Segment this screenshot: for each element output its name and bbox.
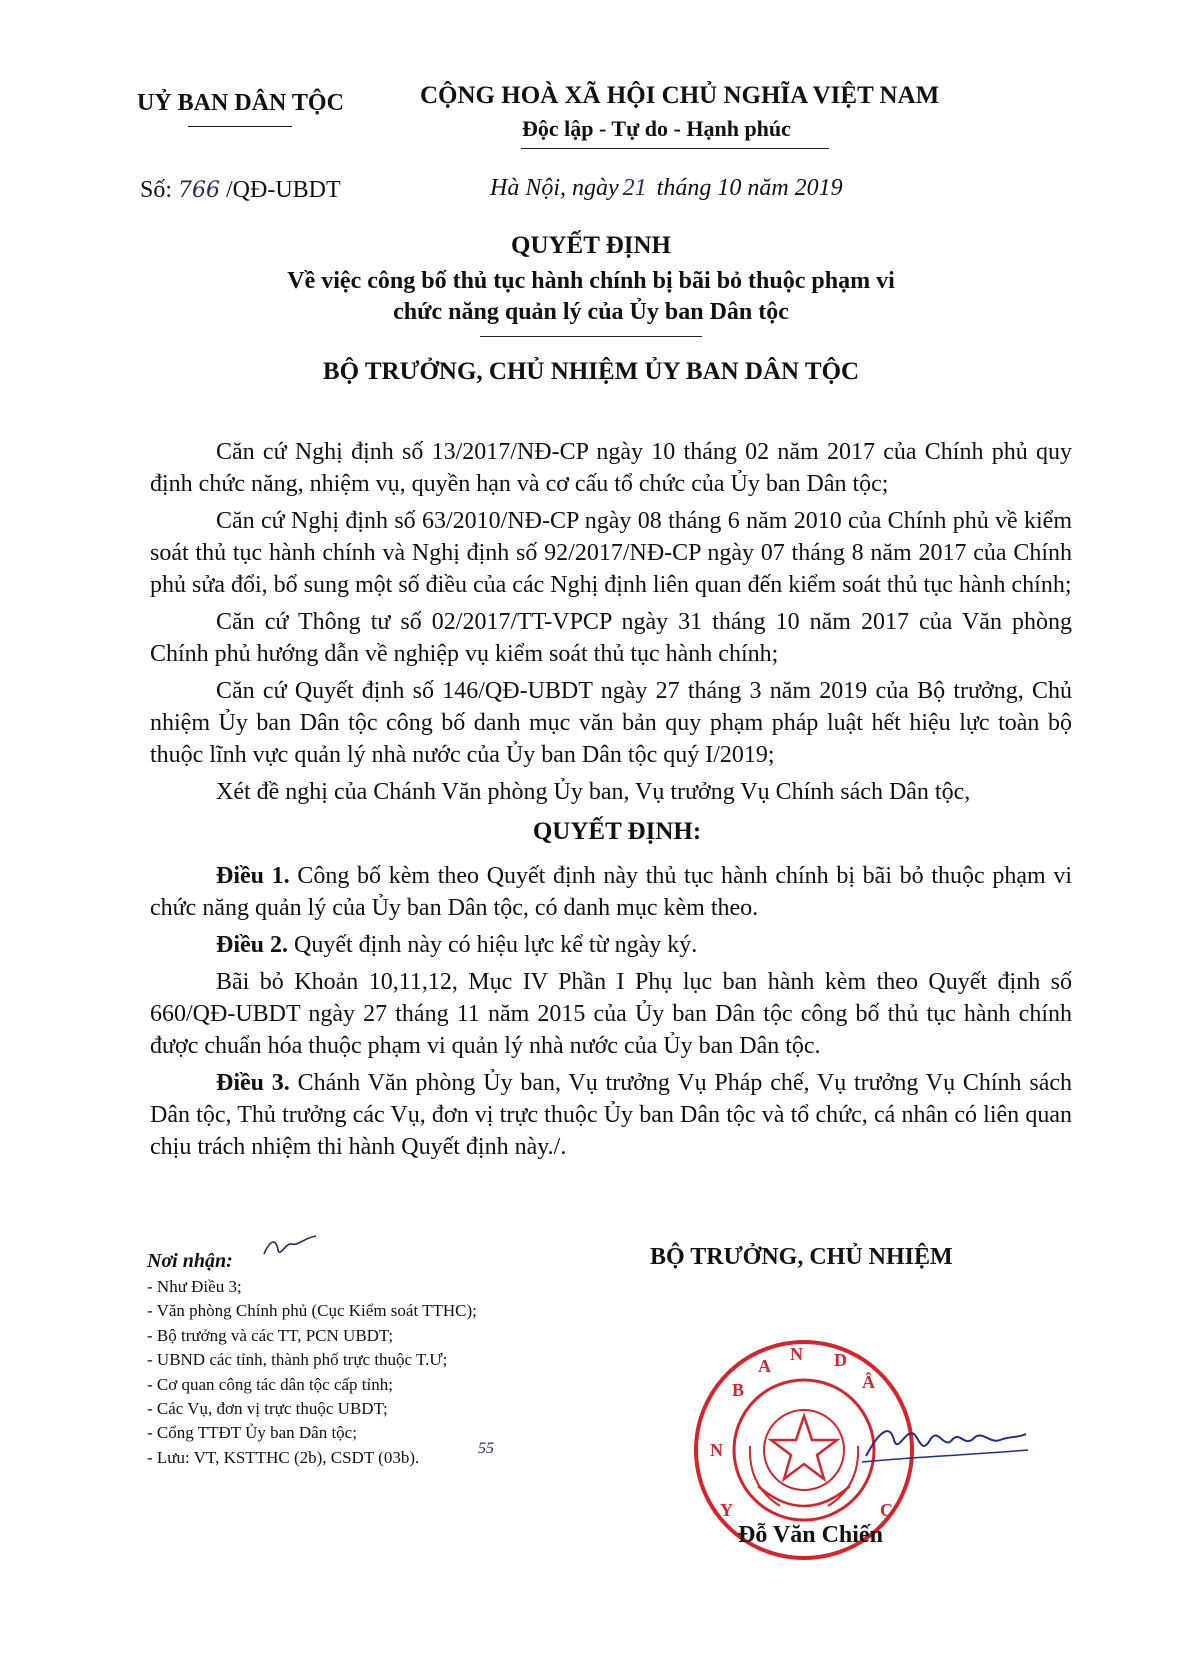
article-2	[150, 929, 1072, 961]
article-2-paragraph-2: Bãi bỏ Khoản 10,11,12, Mục IV Phần I Phụ lục ban hành kèm theo Quyết định số 660/QĐ-UBDT ngày 27 tháng 11 năm 2015 của Ủy ban Dân tộc công bố thủ tục hành chính được chuẩn hóa thuộc phạm vi quản lý nhà nước của Ủy ban Dân tộc.	[150, 969, 1072, 1059]
nation-name: CỘNG HOÀ XÃ HỘI CHỦ NGHĨA VIỆT NAM	[420, 82, 940, 109]
handwritten-note: 55	[478, 1440, 494, 1457]
initials-scribble	[260, 1232, 320, 1262]
article-1-label: Điều 1.	[216, 863, 290, 889]
recipient-item: - Bộ trưởng và các TT, PCN UBDT;	[147, 1325, 394, 1345]
document-number	[140, 177, 341, 204]
article-3	[150, 1067, 1072, 1163]
national-motto: Độc lập - Tự do - Hạnh phúc	[522, 116, 791, 141]
recipient-item: - Cơ quan công tác dân tộc cấp tỉnh;	[147, 1374, 393, 1394]
article-3-text: Chánh Văn phòng Ủy ban, Vụ trưởng Vụ Pháp chế, Vụ trưởng Vụ Chính sách Dân tộc, Thủ trưởng các Vụ, đơn vị trực thuộc Ủy ban Dân tộc và tổ chức, cá nhân có liên quan chịu trách nhiệm thi hành Quyết định này./.	[150, 1070, 1073, 1160]
agency-name: UỶ BAN DÂN TỘC	[137, 90, 344, 116]
preamble-paragraph-2: Căn cứ Nghị định số 63/2010/NĐ-CP ngày 08 tháng 6 năm 2010 của Chính phủ về kiểm soát thủ tục hành chính và Nghị định số 92/2017/NĐ-CP ngày 07 tháng 8 năm 2017 của Chính phủ sửa đổi, bổ sung một số điều của các Nghị định liên quan đến kiểm soát thủ tục hành chính;	[150, 508, 1072, 598]
document-subject-line-2: chức năng quản lý của Ủy ban Dân tộc	[393, 299, 789, 325]
decision-heading: QUYẾT ĐỊNH:	[532, 818, 702, 845]
preamble-paragraph-4: Căn cứ Quyết định số 146/QĐ-UBDT ngày 27 tháng 3 năm 2019 của Bộ trưởng, Chủ nhiệm Ủy ban Dân tộc công bố danh mục văn bản quy phạm pháp luật hết hiệu lực toàn bộ thuộc lĩnh vực quản lý nhà nước của Ủy ban Dân tộc quý I/2019;	[150, 678, 1072, 768]
document-title: QUYẾT ĐỊNH	[511, 232, 671, 259]
date-day-handwritten: 21	[622, 175, 647, 201]
article-2-label: Điều 2.	[216, 932, 288, 958]
doc-number-handwritten: 766	[178, 178, 221, 203]
issue-date	[490, 175, 843, 202]
recipient-item: - Lưu: VT, KSTTHC (2b), CSDT (03b).	[147, 1447, 420, 1467]
svg-text:C: C	[880, 1500, 893, 1520]
document-body	[150, 436, 1072, 1163]
date-suffix: tháng 10 năm 2019	[656, 175, 843, 201]
svg-text:A: A	[758, 1356, 771, 1376]
agency-underline	[188, 126, 292, 127]
doc-number-suffix: /QĐ-UBDT	[226, 177, 341, 203]
issuing-authority: BỘ TRƯỞNG, CHỦ NHIỆM ỦY BAN DÂN TỘC	[322, 358, 860, 385]
date-prefix: Hà Nội, ngày	[490, 175, 619, 201]
recipient-item: - Cổng TTĐT Ủy ban Dân tộc;	[147, 1423, 357, 1443]
recipients-block	[147, 1250, 477, 1470]
article-2-text: Quyết định này có hiệu lực kể từ ngày ký.	[288, 932, 698, 958]
article-1	[150, 860, 1072, 924]
subject-underline	[480, 336, 702, 337]
svg-text:Â: Â	[862, 1372, 875, 1392]
svg-text:D: D	[834, 1350, 847, 1370]
doc-number-label: Số:	[140, 177, 173, 203]
recipients-title: Nơi nhận:	[147, 1250, 233, 1272]
svg-text:Y: Y	[720, 1500, 733, 1520]
document-subject-line-1: Về việc công bố thủ tục hành chính bị bãi bỏ thuộc phạm vi	[287, 268, 895, 294]
preamble-paragraph-5: Xét đề nghị của Chánh Văn phòng Ủy ban, Vụ trưởng Vụ Chính sách Dân tộc,	[216, 779, 971, 805]
svg-text:N: N	[710, 1440, 723, 1460]
article-3-label: Điều 3.	[216, 1070, 290, 1096]
recipient-item: - Các Vụ, đơn vị trực thuộc UBDT;	[147, 1399, 388, 1419]
recipients-list	[147, 1275, 477, 1470]
svg-text:N: N	[790, 1344, 803, 1364]
svg-text:B: B	[732, 1380, 745, 1400]
motto-underline	[521, 148, 829, 149]
signatory-name: Đỗ Văn Chiến	[738, 1522, 883, 1548]
recipient-item: - Như Điều 3;	[147, 1277, 242, 1296]
recipient-item: - Văn phòng Chính phủ (Cục Kiểm soát TTHC);	[147, 1301, 477, 1321]
article-1-text: Công bố kèm theo Quyết định này thủ tục hành chính bị bãi bỏ thuộc phạm vi chức năng quản lý của Ủy ban Dân tộc, có danh mục kèm theo.	[150, 863, 1073, 921]
recipient-item: - UBND các tỉnh, thành phố trực thuộc T.Ư;	[147, 1350, 448, 1370]
preamble-paragraph-1: Căn cứ Nghị định số 13/2017/NĐ-CP ngày 10 tháng 02 năm 2017 của Chính phủ quy định chức năng, nhiệm vụ, quyền hạn và cơ cấu tổ chức của Ủy ban Dân tộc;	[150, 439, 1072, 497]
handwritten-signature	[860, 1410, 1030, 1480]
preamble-paragraph-3: Căn cứ Thông tư số 02/2017/TT-VPCP ngày 31 tháng 10 năm 2017 của Văn phòng Chính phủ hướng dẫn về nghiệp vụ kiểm soát thủ tục hành chính;	[150, 609, 1072, 667]
signatory-title: BỘ TRƯỞNG, CHỦ NHIỆM	[650, 1244, 953, 1270]
